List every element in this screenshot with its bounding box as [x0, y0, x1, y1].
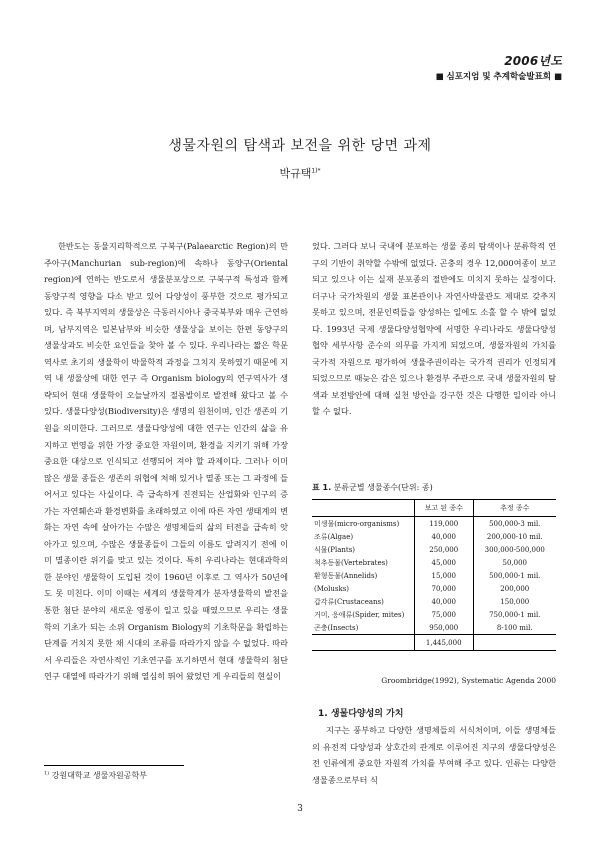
paper-title: 생물자원의 탐색과 보전을 위한 당면 과제: [168, 138, 432, 154]
table-row: [312, 608, 556, 621]
author-line: [0, 165, 600, 181]
table-cell: 15,000: [414, 569, 473, 582]
table-total-row: [312, 635, 556, 651]
table-cell: 200,000-10 mil.: [473, 530, 556, 543]
table-total: 1,445,000: [414, 635, 473, 651]
table-row: [312, 569, 556, 582]
table-cell: 70,000: [414, 582, 473, 595]
section-paragraph: 지구는 풍부하고 다양한 생명체들의 서식처이며, 이들 생명체들의 유전적 다양성과 상호간의 관계로 이루어진 지구의 생물다양성은 전 인류에게 중요한 자원적 가치를 부여해 주고 있다. 인류는 다양한 생물종으로부터 식: [312, 725, 556, 785]
table-row: [312, 595, 556, 608]
table-header-reported: 보고 된 종수: [414, 500, 473, 517]
table-row: [312, 582, 556, 595]
table-caption-text: 분류군별 생물종수(단위: 종): [333, 483, 433, 492]
body-left-paragraph: 한반도는 동물지리학적으로 구북구(Palaearctic Region)의 만주아구(Manchurian sub-region)에 속하나 동양구(Oriental region)에 연하는 반도로서 생물분포상으로 구북구적 특성과 함께 동양구적 영향을 다소 받고 있어 다양성이 풍부한 것으로 평가되고 있다. 즉 북부지역의 생물상은 극동러시아나 중국북부와 매우 근연하며, 남부지역은 일본남부와 비슷한 생물상을 보이는 한편 동양구의 생물상과도 비슷한 요인들을 찾아 볼 수 있다. 우리나라는 짧은 학문역사로 초기의 생물학이 박물학적 과정을 그치지 못하였기 때문에 지역 내 생물상에 대한 연구 즉 Organism biology의 연구역사가 생략되어 현대 생물학이 오늘날까지 절름발이로 발전해 왔다고 볼 수 있다. 생물다양성(Biodiversity)은 생명의 원천이며, 인간 생존의 기원을 의미한다. 그러므로 생물다양성에 대한 연구는 인간의 삶을 유지하고 번영을 위한 가장 중요한 자원이며, 환경을 지키기 위해 가장 중요한 대상으로 인식되고 선행되어 져야 할 과제이다. 그러나 이미 많은 생물 종들은 생존의 위협에 처해 있거나 멸종 또는 그 과정에 들어서고 있다는 사실이다. 즉 급속하게 진전되는 산업화와 인구의 증가는 자연훼손과 환경변화를 초래하였고 이에 따른 자연 생태계의 변화는 자연 속에 살아가는 수많은 생명체들의 삶의 터전을 급속히 앗아가고 있으며, 수많은 생물종들이 그들의 이름도 알려지기 전에 이미 멸종이란 위기를 맞고 있는 것이다. 특히 우리나라는 현대과학의 한 분야인 생물학이 도입된 것이 1960년 이후로 그 역사가 50년에도 못 미친다. 이미 이때는 세계의 생물학계가 분자생물학의 발전을 통한 첨단 분야의 새로운 영롱이 일고 있을 때였으므로 우리는 생물학의 기초가 되는 소위 Organism Biology의 기초학문을 확립하는 단계를 거치지 못한 채 시대의 조류를 따라가지 않을 수 없었다. 따라서 우리들은 자연사적인 기초연구를 포기하면서 현대 생물학의 첨단연구 대열에 따라가기 위해 열심히 뛰어 왔었던 게 우리들의 현실이: [44, 241, 288, 682]
section-body: [312, 722, 556, 788]
table-header-estimated: 추정 종수: [473, 500, 556, 517]
author-mark: 1)*: [311, 167, 321, 175]
species-table: [312, 499, 556, 651]
table-row: [312, 543, 556, 556]
table-cell: 곤충(Insects): [314, 623, 359, 632]
table-row: [312, 556, 556, 569]
table-cell: 950,000: [414, 621, 473, 635]
body-right-paragraph: 었다. 그러다 보니 국내에 분포하는 생물 종의 탐색이나 분류학적 연구의 기반이 취약할 수밖에 없었다. 곤충의 경우 12,000여종이 보고 되고 있으나 이는 실재 분포종의 절반에도 미치지 못하는 실정이다. 더구나 국가차원의 생물 표본관이나 자연사박물관도 제대로 갖추지 못하고 있으며, 전문인력들을 양성하는 일에도 소홀 할 수 밖에 없었다. 1993년 국제 생물다양성협약에 서명한 우리나라도 생물다양성협약 세부사항 준수의 의무를 가지게 되었으며, 생물자원의 가치를 국가적 자원으로 평가하여 생물주권이라는 국가적 권리가 인정되게 되었으므로 때늦은 감은 있으나 환경부 주관으로 국내 생물자원의 탐색과 보전방안에 대해 실천 방안을 강구한 것은 다행한 일이라 아니할 수 없다.: [312, 241, 556, 417]
header-year: 2006년도: [504, 54, 562, 68]
table-cell: 200,000: [473, 582, 556, 595]
table-cell: 75,000: [414, 608, 473, 621]
table-row: [312, 621, 556, 635]
table-cell: 갑각류(Crustaceans): [314, 597, 384, 606]
footnote-text: 강원대학교 생물자원공학부: [51, 771, 147, 780]
table-label: 표 1.: [312, 483, 332, 492]
table-cell: 거미, 응애류(Spider, mites): [314, 610, 405, 619]
table-cell: 조류(Algae): [314, 532, 354, 541]
header-series: ■ 심포지엄 및 추계학술발표회 ■: [435, 72, 562, 82]
table-cell: 40,000: [414, 530, 473, 543]
body-right-column: [312, 238, 556, 420]
author-name: 박규택: [279, 167, 312, 180]
footnote: [44, 770, 147, 781]
table-cell: 8-100 mil.: [473, 621, 556, 635]
table-cell: 척추동물(Vertebrates): [314, 558, 388, 567]
table-row: [312, 517, 556, 531]
table-cell: 150,000: [473, 595, 556, 608]
table-cell: (Molusks): [314, 584, 350, 593]
table-cell: 500,000-1 mil.: [473, 569, 556, 582]
table-header-row: [312, 500, 556, 517]
table-cell: 환형동물(Annelids): [314, 571, 378, 580]
table-source: Groombridge(1992), Systematic Agenda 2000: [381, 676, 556, 685]
table-cell: 500,000-3 mil.: [473, 517, 556, 531]
table-cell: 250,000: [414, 543, 473, 556]
table-cell: 50,000: [473, 556, 556, 569]
table-cell: 40,000: [414, 595, 473, 608]
table-row: [312, 530, 556, 543]
section-heading: 1. 생물다양성의 가치: [318, 709, 404, 719]
table-cell: 750,000-1 mil.: [473, 608, 556, 621]
table-cell: 미생물(micro-organisms): [314, 519, 400, 528]
body-left-column: [44, 238, 288, 685]
footnote-divider: [44, 765, 184, 766]
footnote-mark: 1): [44, 770, 50, 777]
table-cell: 45,000: [414, 556, 473, 569]
page-number: 3: [297, 804, 303, 814]
table-cell: 119,000: [414, 517, 473, 531]
table-cell: 300,000-500,000: [473, 543, 556, 556]
table-cell: 식물(Plants): [314, 545, 356, 554]
table-header-category: [312, 500, 414, 517]
table-caption: [312, 482, 556, 493]
